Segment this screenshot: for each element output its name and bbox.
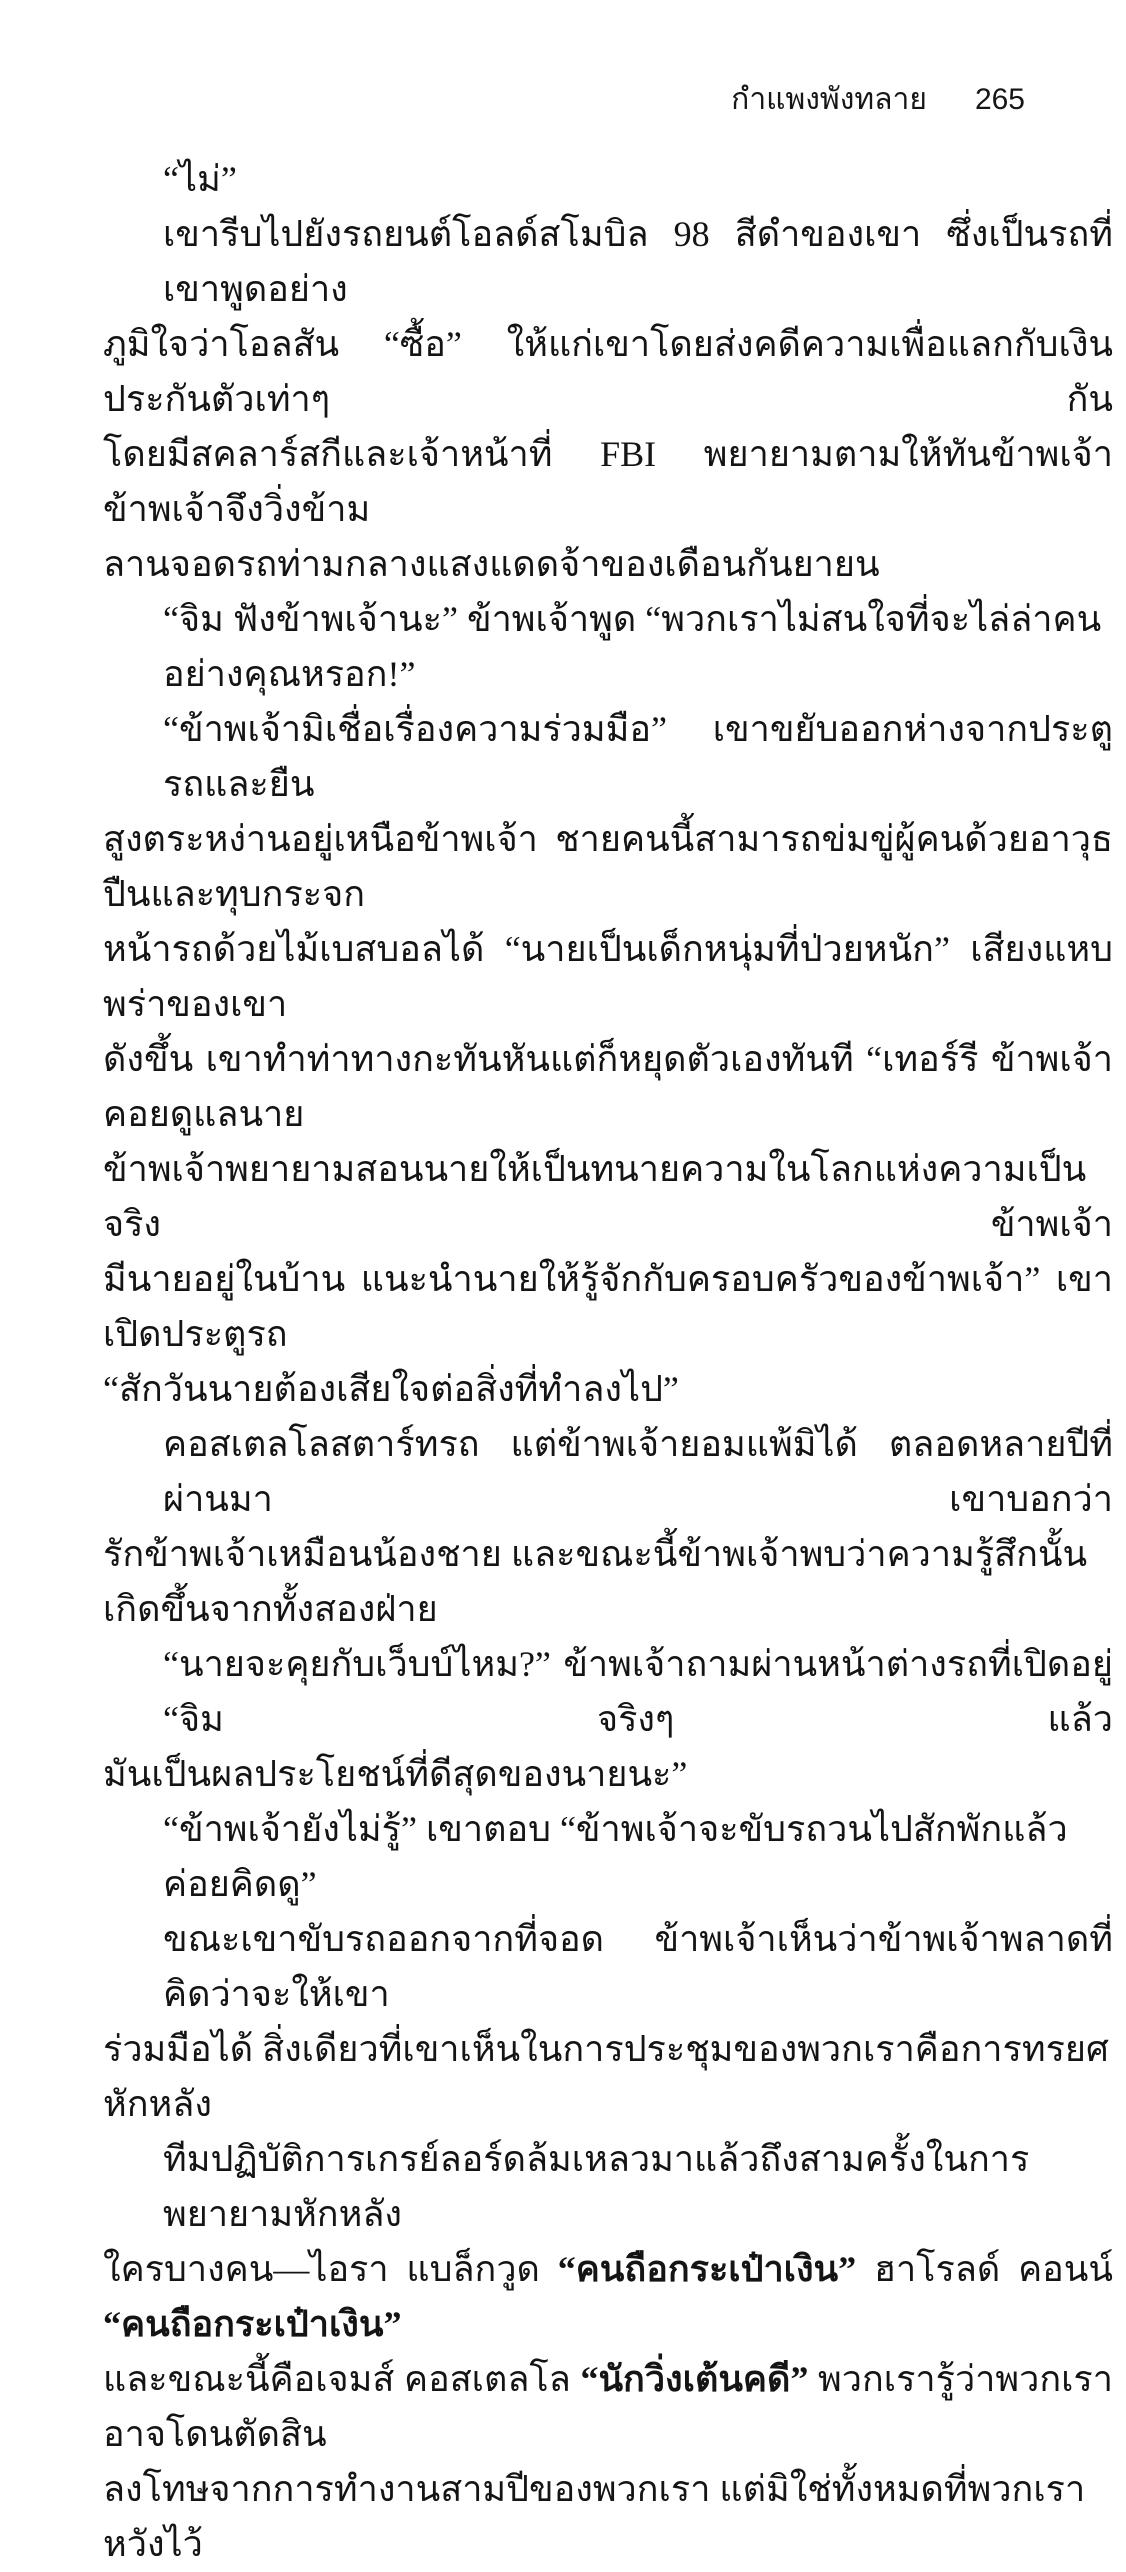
text-segment: ดังขึ้น เขาทำท่าทางกะทันหันแต่ก็หยุดตัวเองทันที “เทอร์รี ข้าพเจ้าคอยดูแลนาย <box>103 1039 1113 1134</box>
text-line <box>103 152 1113 207</box>
text-segment: เขารีบไปยังรถยนต์โอลด์สโมบิล 98 สีดำของเขา ซึ่งเป็นรถที่เขาพูดอย่าง <box>163 214 1113 309</box>
text-line <box>103 1252 1113 1362</box>
text-segment: ฮาโรลด์ คอนน์ <box>856 2249 1113 2289</box>
text-segment: “ข้าพเจ้ายังไม่รู้” เขาตอบ “ข้าพเจ้าจะขับรถวนไปสักพักแล้วค่อยคิดดู” <box>163 1809 1068 1904</box>
bold-text-segment: “คนถือกระเป๋าเงิน” <box>103 2304 402 2344</box>
text-line <box>103 1912 1113 2022</box>
text-segment: ข้าพเจ้าพยายามสอนนายให้เป็นทนายความในโลกแห่งความเป็นจริง ข้าพเจ้า <box>103 1149 1113 1244</box>
text-line <box>103 2022 1113 2132</box>
text-segment: สูงตระหง่านอยู่เหนือข้าพเจ้า ชายคนนี้สามารถข่มขู่ผู้คนด้วยอาวุธปืนและทุบกระจก <box>103 819 1113 914</box>
text-segment: ลงโทษจากการทำงานสามปีของพวกเรา แต่มิใช่ทั้งหมดที่พวกเราหวังไว้ <box>103 2469 1086 2564</box>
text-segment: ใครบางคน—ไอรา แบล็กวูด <box>103 2249 558 2289</box>
text-segment: ทีมปฏิบัติการเกรย์ลอร์ดล้มเหลวมาแล้วถึงสามครั้งในการพยายามหักหลัง <box>163 2139 1030 2234</box>
text-line <box>103 1362 1113 1417</box>
text-line <box>103 2242 1113 2352</box>
text-line <box>103 2462 1113 2572</box>
text-line <box>103 2132 1113 2242</box>
running-title: กำแพงพังทลาย <box>731 83 927 116</box>
text-segment: ขณะเขาขับรถออกจากที่จอด ข้าพเจ้าเห็นว่าข้าพเจ้าพลาดที่คิดว่าจะให้เขา <box>163 1919 1113 2014</box>
text-segment: โดยมีสคลาร์สกีและเจ้าหน้าที่ FBI พยายามตามให้ทันข้าพเจ้า ข้าพเจ้าจึงวิ่งข้าม <box>103 434 1113 529</box>
text-line <box>103 427 1113 537</box>
text-line <box>103 2352 1113 2462</box>
text-segment: รักข้าพเจ้าเหมือนน้องชาย และขณะนี้ข้าพเจ้าพบว่าความรู้สึกนั้นเกิดขึ้นจากทั้งสองฝ่าย <box>103 1534 1088 1629</box>
text-line <box>103 1637 1113 1747</box>
text-line <box>103 1747 1113 1802</box>
text-segment: “ข้าพเจ้ามิเชื่อเรื่องความร่วมมือ” เขาขยับออกห่างจากประตูรถและยืน <box>163 709 1113 804</box>
text-segment: คอสเตลโลสตาร์ทรถ แต่ข้าพเจ้ายอมแพ้มิได้ ตลอดหลายปีที่ผ่านมา เขาบอกว่า <box>163 1424 1113 1519</box>
text-line <box>103 1527 1113 1637</box>
text-line <box>103 1032 1113 1142</box>
text-line <box>103 592 1113 702</box>
text-segment: มันเป็นผลประโยชน์ที่ดีสุดของนายนะ” <box>103 1754 688 1794</box>
bold-text-segment: “คนถือกระเป๋าเงิน” <box>557 2249 857 2289</box>
text-segment: “สักวันนายต้องเสียใจต่อสิ่งที่ทำลงไป” <box>103 1369 679 1409</box>
text-segment: ภูมิใจว่าโอลสัน “ซื้อ” ให้แก่เขาโดยส่งคดีความเพื่อแลกกับเงินประกันตัวเท่าๆ กัน <box>103 324 1113 419</box>
text-segment: มีนายอยู่ในบ้าน แนะนำนายให้รู้จักกับครอบครัวของข้าพเจ้า” เขาเปิดประตูรถ <box>103 1259 1113 1354</box>
text-line <box>103 922 1113 1032</box>
text-line <box>103 1802 1113 1912</box>
bold-text-segment: “นักวิ่งเต้นคดี” <box>580 2359 809 2399</box>
text-segment: พวกเรารู้ว่าพวกเราอาจโดนตัดสิน <box>103 2359 1113 2454</box>
text-segment: ลานจอดรถท่ามกลางแสงแดดจ้าของเดือนกันยายน <box>103 544 880 584</box>
text-segment: “นายจะคุยกับเว็บบ์ไหม?” ข้าพเจ้าถามผ่านหน้าต่างรถที่เปิดอยู่ “จิม จริงๆ แล้ว <box>163 1644 1113 1739</box>
page-number: 265 <box>974 83 1025 116</box>
text-segment: หน้ารถด้วยไม้เบสบอลได้ “นายเป็นเด็กหนุ่มที่ป่วยหนัก” เสียงแหบพร่าของเขา <box>103 929 1113 1024</box>
page-content <box>103 152 1113 2572</box>
text-segment: “ไม่” <box>163 159 237 199</box>
text-line <box>103 1417 1113 1527</box>
text-segment: ร่วมมือได้ สิ่งเดียวที่เขาเห็นในการประชุมของพวกเราคือการทรยศหักหลัง <box>103 2029 1109 2124</box>
text-line <box>103 537 1113 592</box>
text-line <box>103 207 1113 317</box>
text-segment: “จิม ฟังข้าพเจ้านะ” ข้าพเจ้าพูด “พวกเราไม่สนใจที่จะไล่ล่าคนอย่างคุณหรอก!” <box>163 599 1102 694</box>
text-line <box>103 1142 1113 1252</box>
text-line <box>103 702 1113 812</box>
text-line <box>103 812 1113 922</box>
page-header <box>103 82 1025 118</box>
text-line <box>103 317 1113 427</box>
text-segment: และขณะนี้คือเจมส์ คอสเตลโล <box>103 2359 581 2399</box>
